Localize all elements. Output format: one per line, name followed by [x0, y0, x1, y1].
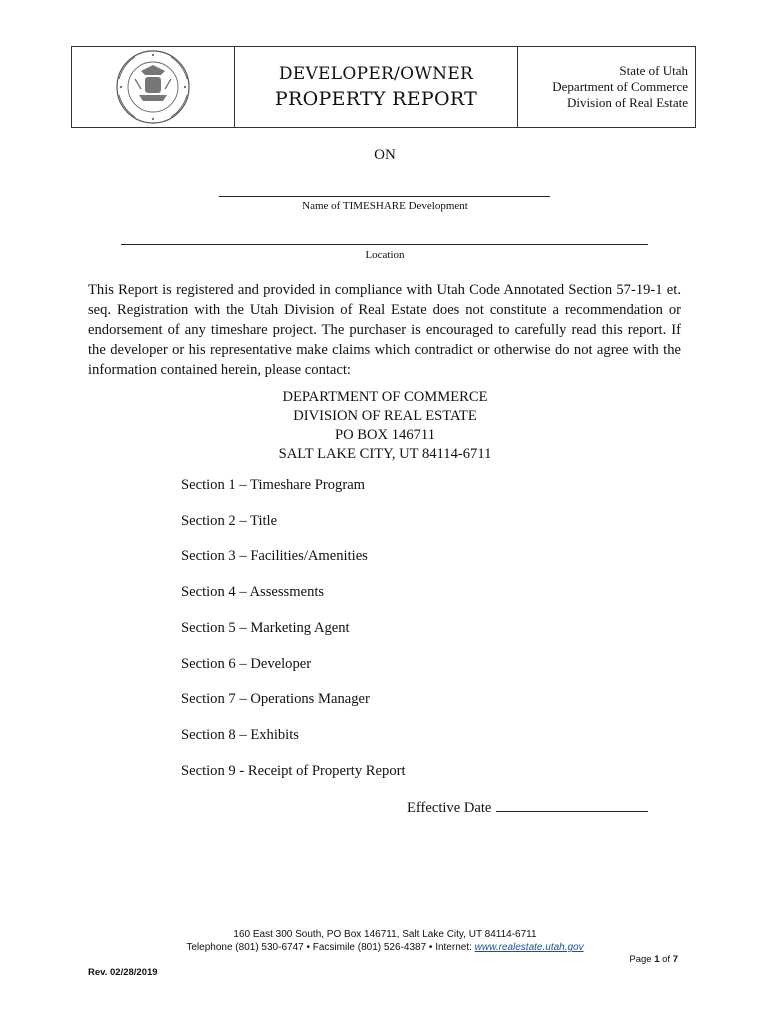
section-item-8: Section 8 – Exhibits	[181, 727, 299, 743]
section-item-7: Section 7 – Operations Manager	[181, 691, 370, 707]
address-line-department: DEPARTMENT OF COMMERCE	[282, 389, 488, 405]
address-line-city: SALT LAKE CITY, UT 84114-6711	[278, 446, 492, 462]
development-name-caption: Name of TIMESHARE Development	[302, 200, 468, 212]
location-line	[121, 244, 648, 245]
address-line-po-box: PO BOX 146711	[334, 427, 435, 443]
section-item-1: Section 1 – Timeshare Program	[181, 477, 366, 493]
page-prefix: Page	[629, 954, 655, 965]
header-box	[71, 46, 696, 128]
footer-website-link[interactable]: www.realestate.utah.gov	[474, 942, 584, 953]
footer-contact	[0, 941, 770, 954]
footer	[0, 928, 770, 954]
agency-division: Division of Real Estate	[567, 95, 688, 110]
page-current: 1	[654, 954, 660, 965]
agency-department: Department of Commerce	[552, 79, 688, 94]
development-name-line	[219, 196, 550, 197]
footer-phone-fax: Telephone (801) 530-6747 • Facsimile (801) 526-4387 • Internet:	[186, 942, 475, 953]
on-label: ON	[374, 147, 396, 163]
effective-date	[407, 797, 648, 817]
section-item-9: Section 9 - Receipt of Property Report	[181, 763, 406, 779]
section-item-5: Section 5 – Marketing Agent	[181, 620, 350, 636]
section-item-6: Section 6 – Developer	[181, 656, 312, 672]
effective-date-blank	[496, 797, 648, 812]
agency-cell	[518, 47, 695, 127]
section-item-4: Section 4 – Assessments	[181, 584, 325, 600]
seal-cell	[72, 47, 235, 127]
section-item-3: Section 3 – Facilities/Amenities	[181, 548, 368, 564]
revision-date: Rev. 02/28/2019	[88, 967, 158, 978]
location-caption: Location	[365, 249, 405, 261]
intro-paragraph: This Report is registered and provided in compliance with Utah Code Annotated Section 57-19-1 et. seq. Registration with the Utah Division of Real Estate does not constitute a recommendation or endorsement of any timeshare project. The purchaser is encouraged to carefully read this report. If the developer or his representative make claims which contradict or otherwise do not agree with the information contained herein, please contact:	[88, 282, 681, 378]
footer-address: 160 East 300 South, PO Box 146711, Salt Lake City, UT 84114-6711	[233, 929, 537, 940]
effective-date-label: Effective Date	[407, 800, 492, 816]
address-line-division: DIVISION OF REAL ESTATE	[293, 408, 477, 424]
agency-state: State of Utah	[619, 63, 688, 78]
page-indicator	[629, 954, 678, 965]
page-separator: of	[659, 954, 673, 965]
page-total: 7	[672, 954, 678, 965]
report-title-line-2: PROPERTY REPORT	[274, 88, 478, 110]
contact-address	[0, 388, 770, 464]
section-item-2: Section 2 – Title	[181, 513, 278, 529]
report-title-line-1: DEVELOPER/OWNER	[278, 64, 474, 84]
report-title-cell	[235, 47, 518, 127]
great-seal-of-utah-icon	[105, 49, 201, 125]
